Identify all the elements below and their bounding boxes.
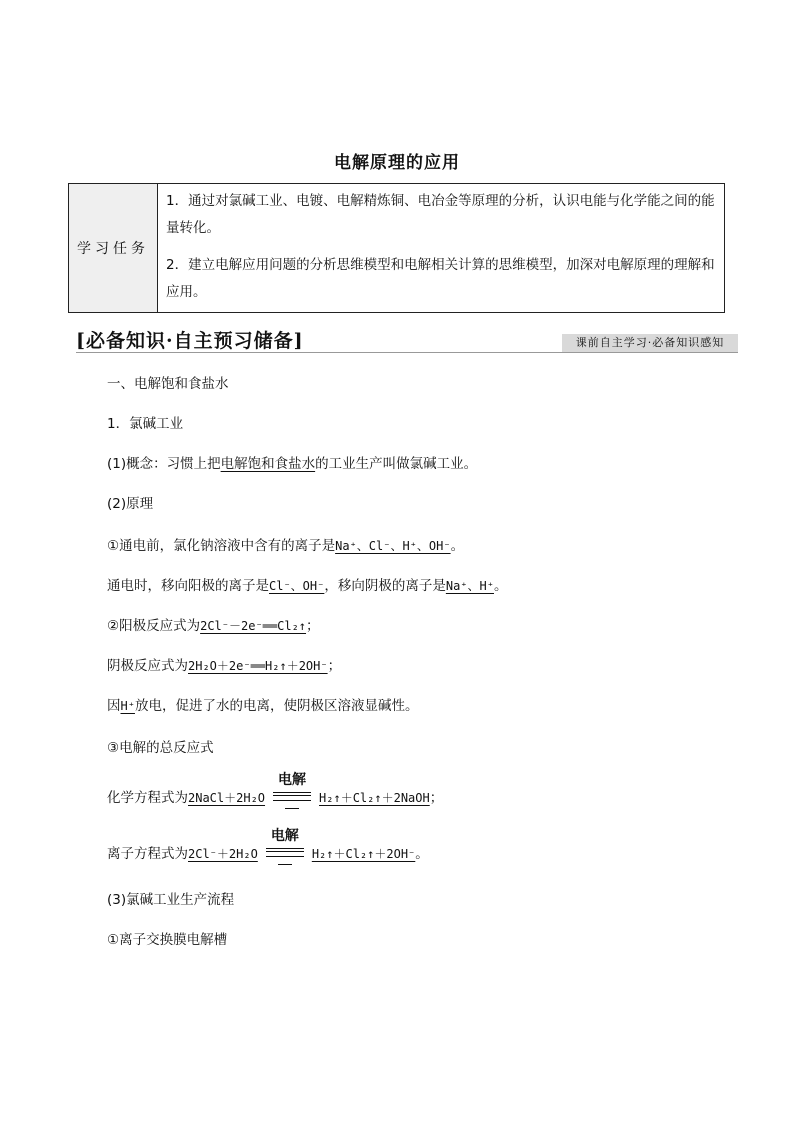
condition-label: 电解 — [278, 772, 307, 788]
chemical-equation-line — [107, 772, 444, 806]
heading-electrolysis-brine: 一、电解饱和食盐水 — [107, 376, 229, 392]
ions-during-line — [107, 574, 507, 594]
ionic-right: H₂↑＋Cl₂↑＋2OH⁻ — [311, 847, 416, 861]
condition-underline — [278, 864, 292, 865]
membrane-cell-label: ①离子交换膜电解槽 — [107, 932, 228, 948]
concept-answer: 电解饱和食盐水 — [220, 456, 316, 472]
total-reaction-label: ③电解的总反应式 — [107, 740, 214, 756]
heading-chlor-alkali: 1．氯碱工业 — [107, 416, 184, 432]
ionic-equation-line — [107, 828, 429, 862]
learning-task-table — [68, 183, 725, 313]
cathode-reaction-line — [107, 654, 341, 674]
chem-left: 2NaCl＋2H₂O — [188, 791, 266, 805]
ions-before-line — [107, 534, 464, 554]
because-ion: H⁺ — [120, 699, 135, 713]
ions-during-mid: ，移向阴极的离子是 — [324, 578, 446, 594]
equals-sign-icon — [266, 848, 304, 857]
electrolysis-condition — [269, 772, 315, 806]
ions-during-prefix: 通电时，移向阳极的离子是 — [107, 578, 269, 594]
task-item-1: 1．通过对氯碱工业、电镀、电解精炼铜、电冶金等原理的分析，认识电能与化学能之间的能量转化。 — [166, 193, 715, 236]
concept-suffix: 的工业生产叫做氯碱工业。 — [315, 456, 478, 472]
anode-ions-answer: Cl⁻、OH⁻ — [269, 579, 325, 593]
ions-before-prefix: ①通电前，氯化钠溶液中含有的离子是 — [107, 538, 336, 554]
ions-during-suffix: 。 — [493, 578, 508, 594]
cathode-prefix: 阴极反应式为 — [107, 658, 188, 674]
cathode-explanation-line — [107, 694, 418, 714]
condition-label: 电解 — [270, 828, 299, 844]
ions-before-answer: Na⁺、Cl⁻、H⁺、OH⁻ — [335, 539, 451, 553]
ionic-suffix: 。 — [415, 846, 429, 862]
cathode-equation: 2H₂O＋2e⁻══H₂↑＋2OH⁻ — [188, 659, 328, 673]
concept-prefix: (1)概念：习惯上把 — [107, 456, 221, 472]
cathode-ions-answer: Na⁺、H⁺ — [445, 579, 494, 593]
electrolysis-condition — [262, 828, 308, 862]
task-label: 学习任务 — [69, 184, 158, 313]
ionic-left: 2Cl⁻＋2H₂O — [188, 847, 258, 861]
condition-underline — [285, 808, 299, 809]
section-heading: [必备知识·自主预习储备] — [76, 330, 304, 352]
section-tag: 课前自主学习·必备知识感知 — [562, 334, 738, 352]
chem-right: H₂↑＋Cl₂↑＋2NaOH — [319, 791, 430, 805]
task-content — [158, 184, 725, 313]
because-suffix: 放电，促进了水的电离，使阴极区溶液显碱性。 — [134, 698, 419, 714]
chem-prefix: 化学方程式为 — [107, 790, 188, 806]
task-item-2: 2．建立电解应用问题的分析思维模型和电解相关计算的思维模型，加深对电解原理的理解和应用。 — [166, 257, 715, 300]
anode-prefix: ②阳极反应式为 — [107, 618, 201, 634]
because-prefix: 因 — [107, 698, 121, 714]
chem-suffix: ； — [429, 790, 444, 806]
cathode-suffix: ； — [327, 658, 342, 674]
ions-before-suffix: 。 — [450, 538, 465, 554]
ionic-prefix: 离子方程式为 — [107, 846, 188, 862]
principle-label: (2)原理 — [107, 496, 154, 512]
anode-suffix: ； — [306, 618, 320, 634]
equals-sign-icon — [273, 792, 311, 801]
anode-equation: 2Cl⁻－2e⁻══Cl₂↑ — [200, 619, 307, 633]
anode-reaction-line — [107, 614, 320, 634]
page-title: 电解原理的应用 — [334, 153, 460, 173]
section-divider — [76, 352, 738, 353]
concept-line — [107, 452, 477, 472]
production-flow-label: (3)氯碱工业生产流程 — [107, 892, 235, 908]
